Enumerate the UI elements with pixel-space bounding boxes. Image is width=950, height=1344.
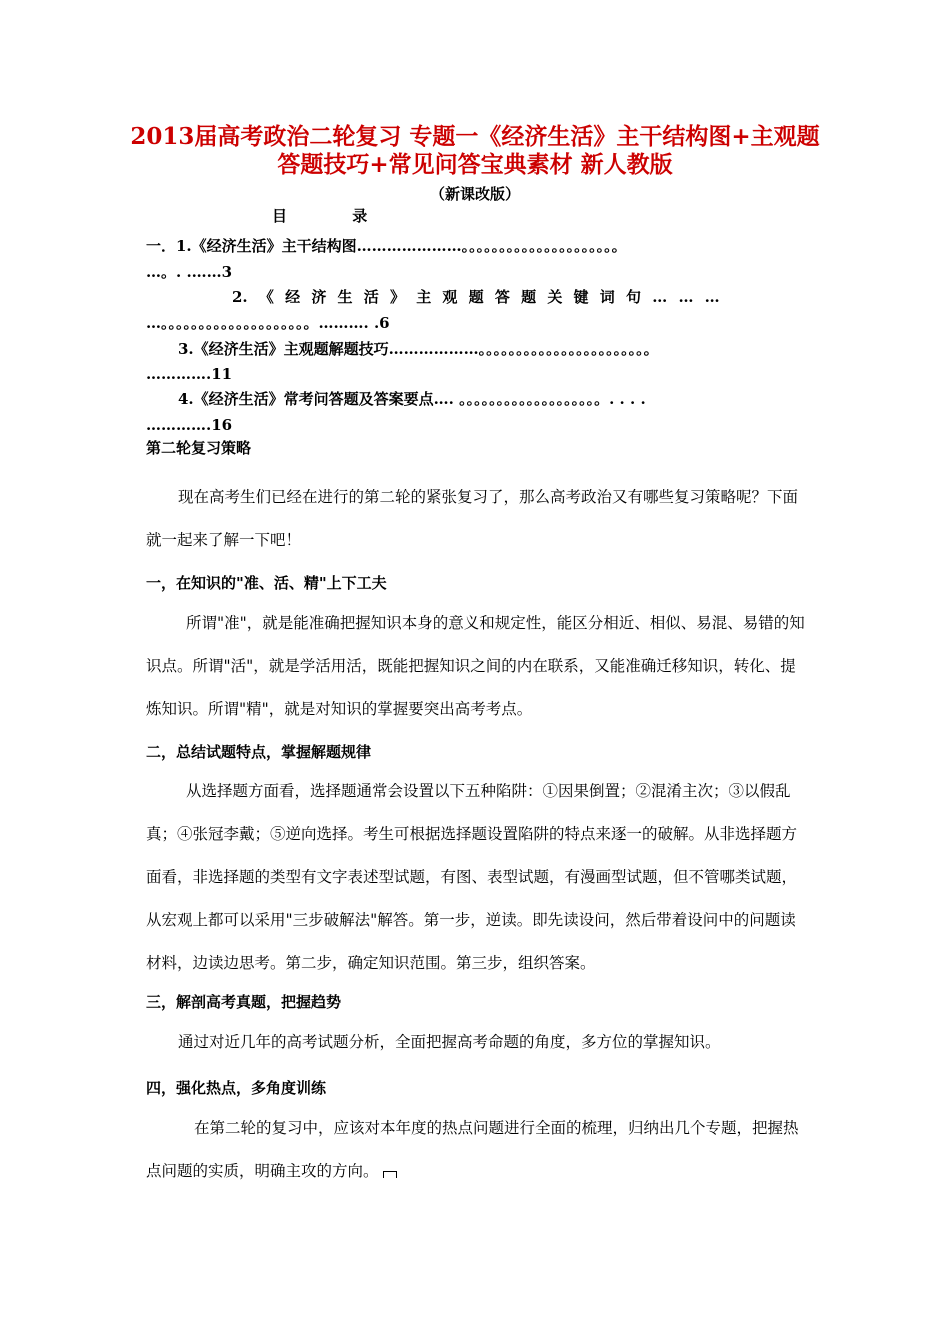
toc-item-2-line2: …。。。。。。。。。。。。。。。。。。。。………. .6 (146, 314, 390, 332)
heading-3: 三，解剖高考真题，把握趋势 (146, 993, 342, 1011)
cursor-mark-icon (383, 1171, 397, 1178)
toc-item-1-line1: 一．1.《经济生活》主干结构图…………………。。。。。。。。。。。。。。。。。。。。。 (146, 237, 627, 255)
heading-2: 二，总结试题特点，掌握解题规律 (146, 743, 372, 761)
toc-item-3-line1: 3.《经济生活》主观题解题技巧………………。。。。。。。。。。。。。。。。。。。。。。。 (178, 340, 659, 358)
toc-item-2-line1: 2. 《 经 济 生 活 》 主 观 题 答 题 关 键 词 句 … … … (232, 288, 720, 306)
paragraph-4-text: 在第二轮的复习中，应该对本年度的热点问题进行全面的梳理，归纳出几个专题，把握热点问题的实质，明确主攻的方向。 (146, 1119, 799, 1180)
toc-heading: 目 录 (272, 207, 398, 225)
heading-1: 一，在知识的"准、活、精"上下工夫 (146, 574, 387, 592)
paragraph-2: 从选择题方面看，选择题通常会设置以下五种陷阱：①因果倒置；②混淆主次；③以假乱真；④张冠李戴；⑤逆向选择。考生可根据选择题设置陷阱的特点来逐一的破解。从非选择题方面看，非选择题的类型有文字表述型试题，有图、表型试题，有漫画型试题，但不管哪类试题，从宏观上都可以采用"三步破解法"解答。第一步，逆读。即先读设问，然后带着设问中的问题读材料，边读边思考。第二步，确定知识范围。第三步，组织答案。 (146, 782, 798, 972)
paragraph-3: 通过对近几年的高考试题分析，全面把握高考命题的角度，多方位的掌握知识。 (178, 1033, 721, 1051)
document-title-line1: 2013届高考政治二轮复习 专题一《经济生活》主干结构图+主观题 (130, 123, 820, 150)
intro-paragraph: 现在高考生们已经在进行的第二轮的紧张复习了，那么高考政治又有哪些复习策略呢？下面就一起来了解一下吧！ (146, 488, 799, 549)
paragraph-4 (146, 1107, 806, 1193)
section-title: 第二轮复习策略 (146, 439, 252, 457)
toc-item-3-line2: ………….11 (146, 365, 233, 383)
toc-item-1-line2: …。. .……3 (146, 263, 233, 281)
document-title-line2: 答题技巧+常见问答宝典素材 新人教版 (277, 151, 673, 178)
document-subtitle: （新课改版） (429, 185, 520, 203)
paragraph-1: 所谓"准"，就是能准确把握知识本身的意义和规定性，能区分相近、相似、易混、易错的知识点。所谓"活"，就是学活用活，既能把握知识之间的内在联系，又能准确迁移知识，转化、提炼知识。所谓"精"，就是对知识的掌握要突出高考考点。 (146, 614, 805, 718)
toc-item-4-line2: ………….16 (146, 416, 233, 434)
toc-item-4-line1: 4.《经济生活》常考问答题及答案要点…. 。。。。。。。。。。。。。。。。。。。. . . . (178, 390, 646, 408)
heading-4: 四，强化热点，多角度训练 (146, 1079, 327, 1097)
